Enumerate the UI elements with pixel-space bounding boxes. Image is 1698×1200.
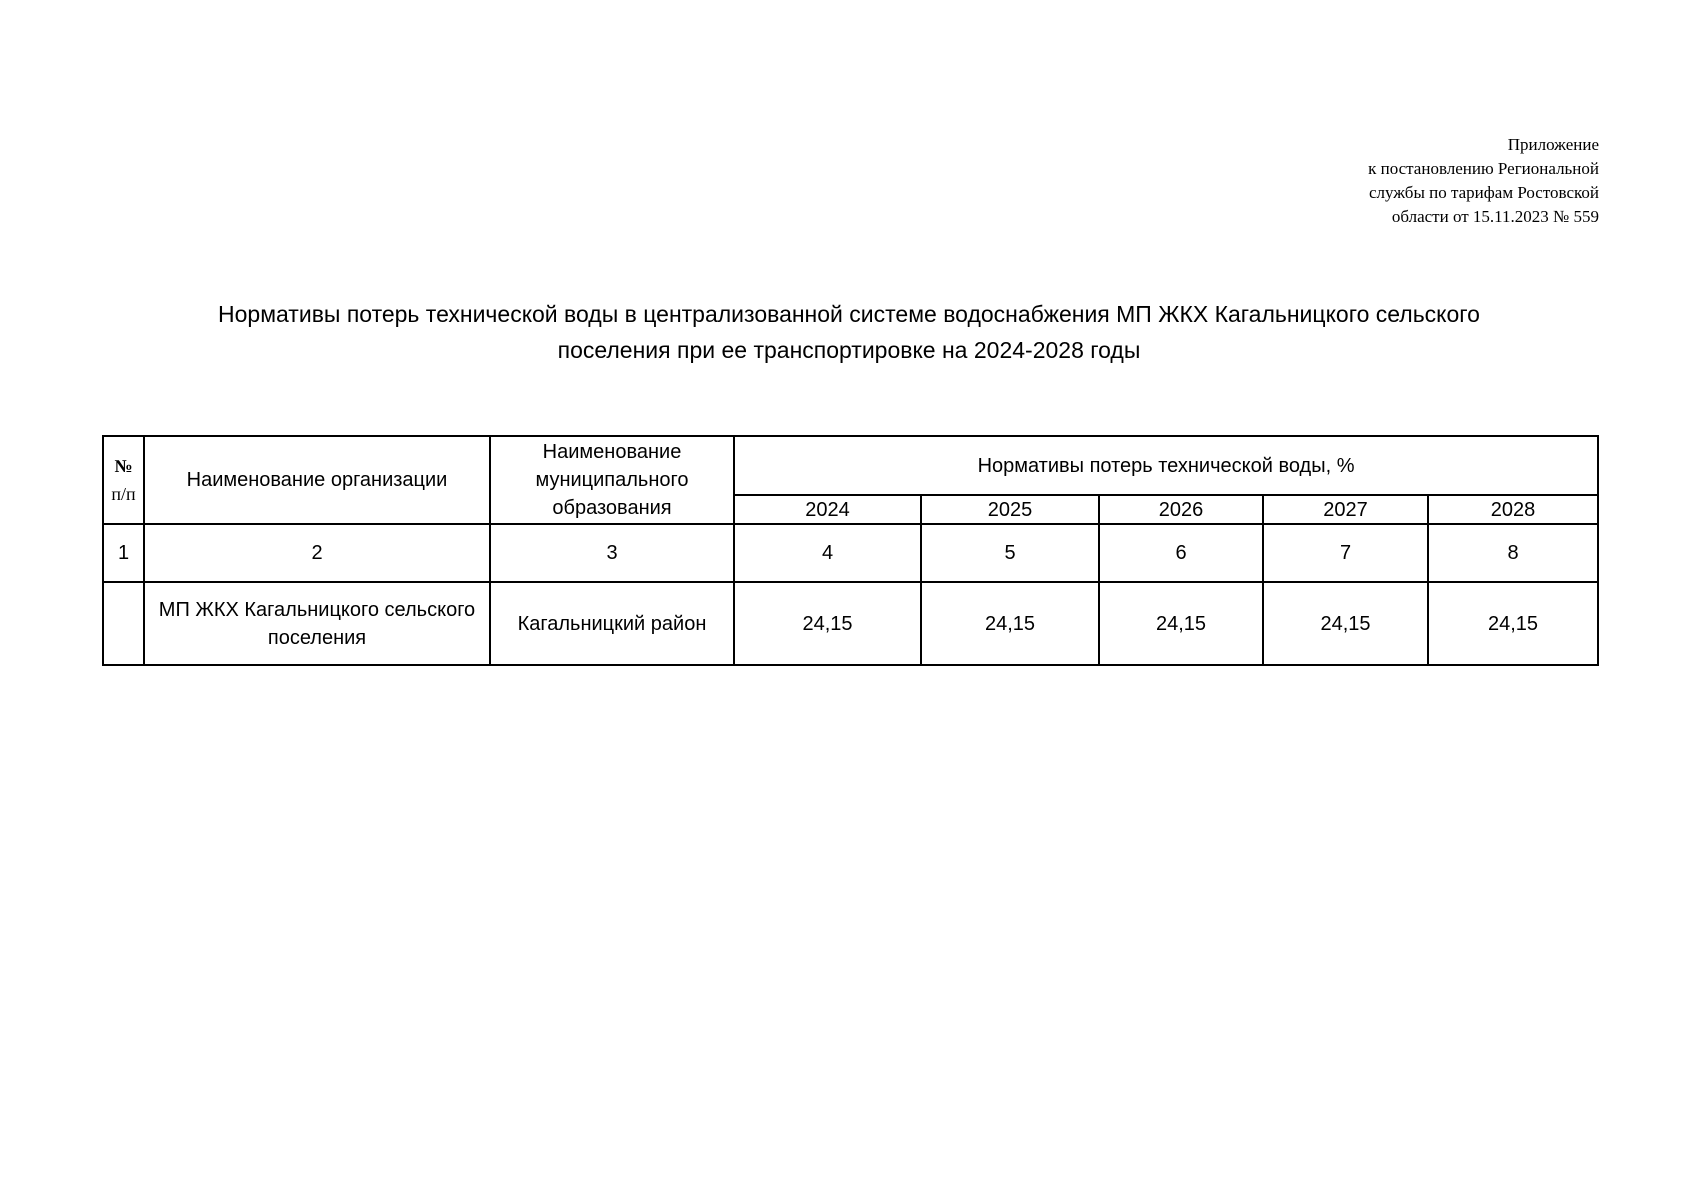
norms-table bbox=[102, 435, 1599, 666]
appendix-line: службы по тарифам Ростовской bbox=[1368, 183, 1599, 202]
norm-value: 24,15 bbox=[1428, 582, 1598, 665]
year-header: 2025 bbox=[921, 495, 1099, 524]
norm-value: 24,15 bbox=[734, 582, 921, 665]
appendix-line: к постановлению Региональной bbox=[1368, 159, 1599, 178]
header-municipality: Наименование муниципального образования bbox=[490, 436, 734, 524]
appendix-block bbox=[1368, 133, 1599, 229]
column-number: 3 bbox=[490, 524, 734, 582]
header-row bbox=[103, 436, 1598, 495]
column-number: 6 bbox=[1099, 524, 1263, 582]
column-number: 4 bbox=[734, 524, 921, 582]
document-title bbox=[102, 296, 1596, 368]
header-norms: Нормативы потерь технической воды, % bbox=[734, 436, 1598, 495]
year-header: 2024 bbox=[734, 495, 921, 524]
municipality-name: Кагальницкий район bbox=[490, 582, 734, 665]
table-row bbox=[103, 582, 1598, 665]
norm-value: 24,15 bbox=[1099, 582, 1263, 665]
norm-value: 24,15 bbox=[1263, 582, 1428, 665]
column-number-row bbox=[103, 524, 1598, 582]
column-number: 5 bbox=[921, 524, 1099, 582]
number-symbol: № bbox=[114, 456, 133, 476]
column-number: 7 bbox=[1263, 524, 1428, 582]
norm-value: 24,15 bbox=[921, 582, 1099, 665]
number-abbr: п/п bbox=[111, 484, 136, 504]
title-line-1: Нормативы потерь технической воды в централизованной системе водоснабжения МП ЖКХ Кагальницкого сельского bbox=[218, 301, 1480, 327]
appendix-line: Приложение bbox=[1507, 135, 1599, 154]
row-number bbox=[103, 582, 144, 665]
year-header: 2027 bbox=[1263, 495, 1428, 524]
column-number: 8 bbox=[1428, 524, 1598, 582]
header-organization: Наименование организации bbox=[144, 436, 490, 524]
year-header: 2028 bbox=[1428, 495, 1598, 524]
header-number-cell bbox=[103, 436, 144, 524]
title-line-2: поселения при ее транспортировке на 2024-2028 годы bbox=[557, 337, 1141, 363]
appendix-line: области от 15.11.2023 № 559 bbox=[1391, 207, 1599, 226]
year-header: 2026 bbox=[1099, 495, 1263, 524]
column-number: 2 bbox=[144, 524, 490, 582]
organization-name: МП ЖКХ Кагальницкого сельского поселения bbox=[144, 582, 490, 665]
column-number: 1 bbox=[103, 524, 144, 582]
